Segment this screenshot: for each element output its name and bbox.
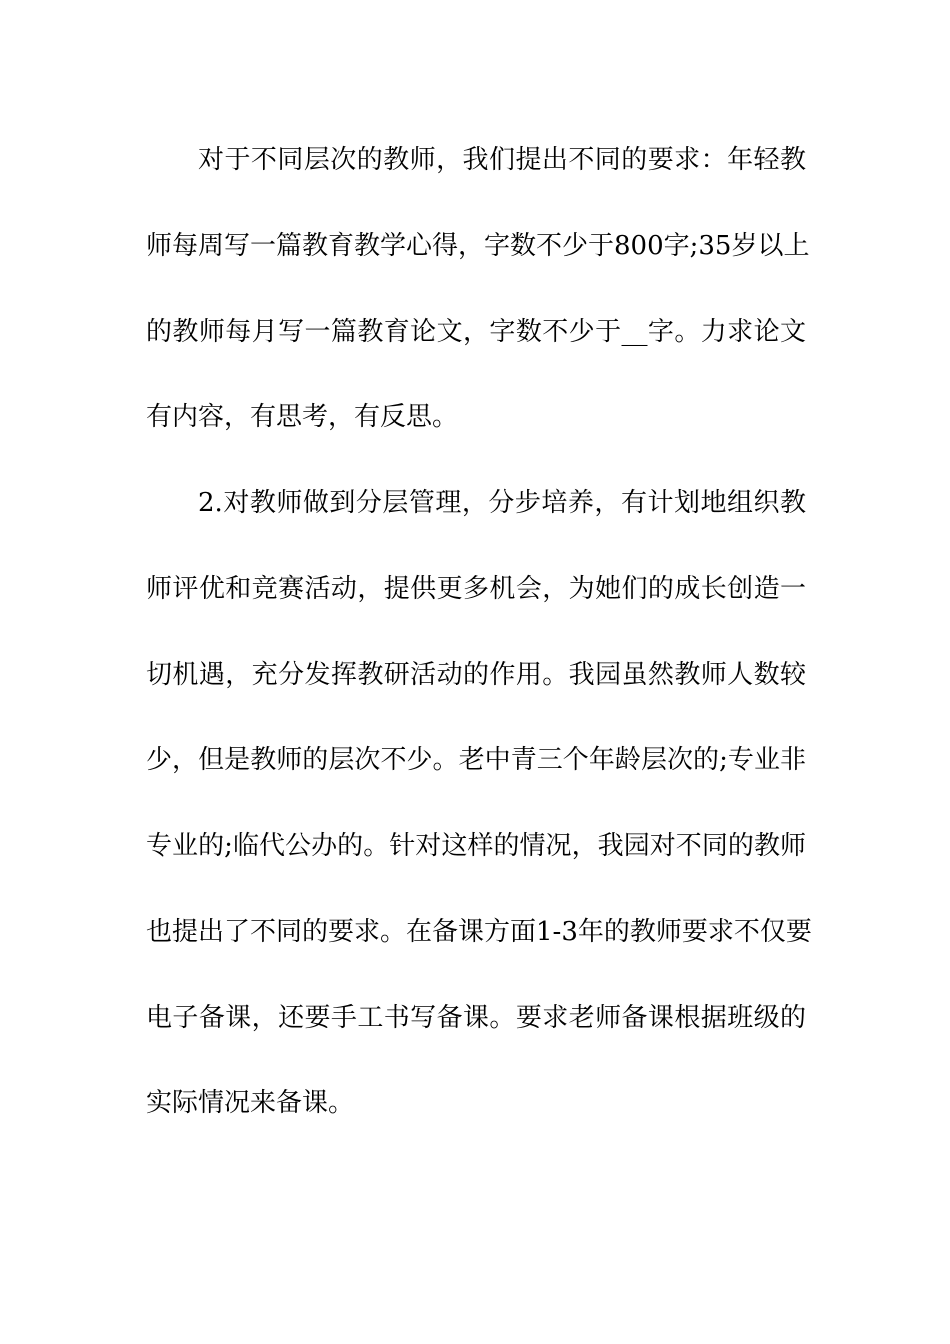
text-line: 2.对教师做到分层管理，分步培养，有计划地组织教: [198, 488, 806, 518]
text-line: 少，但是教师的层次不少。老中青三个年龄层次的;专业非: [146, 745, 806, 775]
text-line: 对于不同层次的教师，我们提出不同的要求：年轻教: [198, 145, 806, 175]
text-line: 实际情况来备课。: [146, 1088, 355, 1118]
text-line: 电子备课，还要手工书写备课。要求老师备课根据班级的: [146, 1003, 806, 1033]
text-line: 师每周写一篇教育教学心得，字数不少于800字;35岁以上: [146, 231, 810, 261]
text-line: 的教师每月写一篇教育论文，字数不少于__字。力求论文: [146, 317, 806, 347]
text-line: 专业的;临代公办的。针对这样的情况，我园对不同的教师: [146, 831, 806, 861]
text-line: 有内容，有思考，有反思。: [146, 402, 459, 432]
text-line: 切机遇，充分发挥教研活动的作用。我园虽然教师人数较: [146, 660, 806, 690]
text-line: 也提出了不同的要求。在备课方面1-3年的教师要求不仅要: [146, 917, 812, 947]
text-line: 师评优和竞赛活动，提供更多机会，为她们的成长创造一: [146, 574, 806, 604]
